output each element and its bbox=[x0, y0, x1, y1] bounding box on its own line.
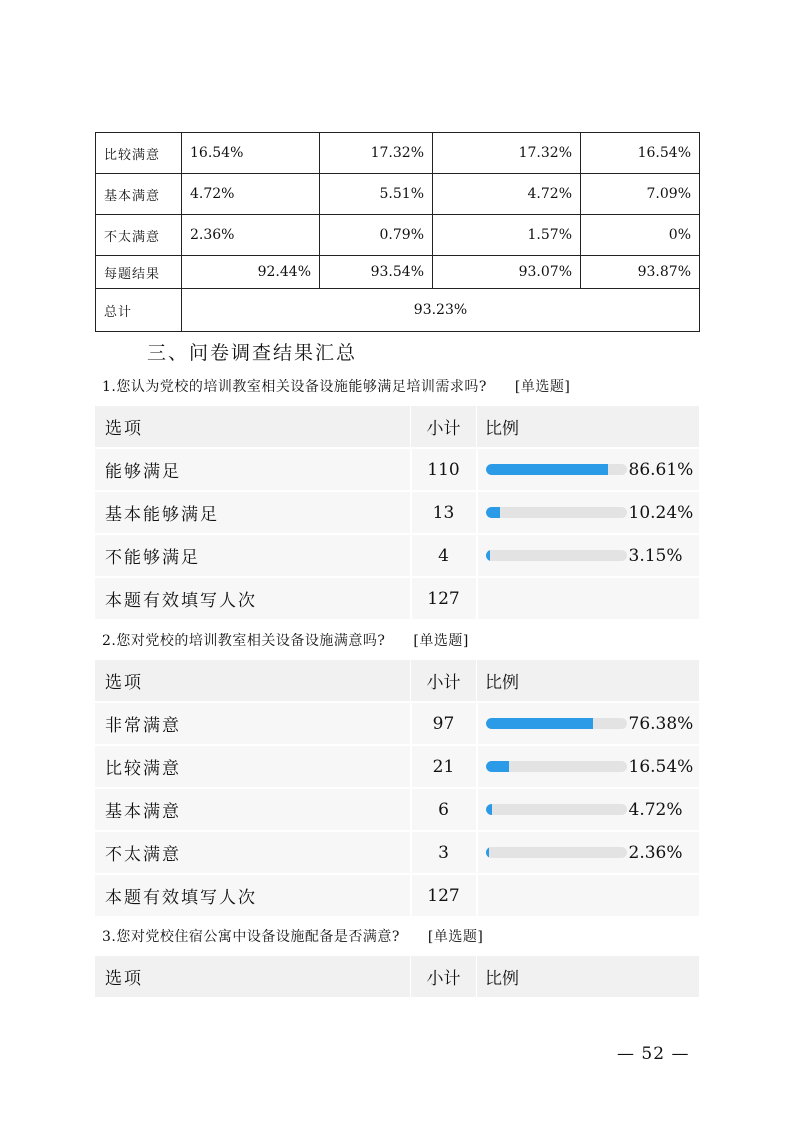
table-row bbox=[95, 831, 699, 874]
bar-fill bbox=[486, 804, 493, 815]
row-label: 基本满意 bbox=[96, 174, 182, 215]
cell-value: 7.09% bbox=[581, 174, 700, 215]
total-label: 总计 bbox=[96, 289, 182, 332]
header-ratio: 比例 bbox=[477, 956, 700, 998]
total-count: 127 bbox=[411, 874, 477, 917]
question-title bbox=[102, 630, 469, 650]
question-title bbox=[102, 376, 570, 396]
header-count: 小计 bbox=[411, 660, 477, 703]
row-label: 比较满意 bbox=[96, 133, 182, 174]
summary-table bbox=[95, 132, 700, 332]
cell-value: 17.32% bbox=[433, 133, 581, 174]
total-label: 本题有效填写人次 bbox=[95, 577, 411, 620]
row-label: 每题结果 bbox=[96, 256, 182, 289]
table-row bbox=[95, 788, 699, 831]
cell-value: 17.32% bbox=[320, 133, 433, 174]
total-count: 127 bbox=[411, 577, 477, 620]
option-label: 基本满意 bbox=[95, 788, 411, 831]
cell-value: 92.44% bbox=[182, 256, 320, 289]
ratio-bar bbox=[486, 757, 700, 777]
survey-table bbox=[95, 405, 699, 620]
option-count: 97 bbox=[411, 702, 477, 745]
table-row bbox=[95, 448, 699, 491]
summary-row bbox=[96, 174, 700, 215]
option-count: 110 bbox=[411, 448, 477, 491]
header-option: 选项 bbox=[95, 406, 411, 449]
cell-value: 16.54% bbox=[182, 133, 320, 174]
question-text: 1.您认为党校的培训教室相关设备设施能够满足培训需求吗? bbox=[102, 379, 487, 395]
cell-value: 1.57% bbox=[433, 215, 581, 256]
table-row bbox=[95, 745, 699, 788]
option-label: 不太满意 bbox=[95, 831, 411, 874]
survey-table bbox=[95, 659, 699, 917]
table-header bbox=[95, 406, 699, 449]
header-count: 小计 bbox=[411, 406, 477, 449]
question-type: [单选题] bbox=[413, 633, 469, 649]
option-label: 能够满足 bbox=[95, 448, 411, 491]
option-percent: 2.36% bbox=[628, 842, 683, 863]
bar-fill bbox=[486, 761, 509, 772]
ratio-bar bbox=[486, 503, 700, 523]
table-total-row bbox=[95, 874, 699, 917]
page-number: — 52 — bbox=[617, 1044, 690, 1064]
header-option: 选项 bbox=[95, 660, 411, 703]
option-label: 不能够满足 bbox=[95, 534, 411, 577]
option-count: 6 bbox=[411, 788, 477, 831]
cell-value: 0.79% bbox=[320, 215, 433, 256]
header-option: 选项 bbox=[95, 956, 411, 998]
summary-row bbox=[96, 215, 700, 256]
option-percent: 10.24% bbox=[628, 502, 694, 523]
summary-total-row bbox=[96, 289, 700, 332]
bar-fill bbox=[486, 718, 594, 729]
ratio-bar bbox=[486, 460, 700, 480]
cell-value: 93.07% bbox=[433, 256, 581, 289]
table-header bbox=[95, 956, 699, 998]
table-row bbox=[95, 534, 699, 577]
option-count: 3 bbox=[411, 831, 477, 874]
bar-fill bbox=[486, 464, 608, 475]
total-label: 本题有效填写人次 bbox=[95, 874, 411, 917]
total-value: 93.23% bbox=[182, 289, 700, 332]
bar-track bbox=[486, 507, 627, 518]
option-percent: 86.61% bbox=[628, 459, 694, 480]
option-label: 非常满意 bbox=[95, 702, 411, 745]
cell-value: 93.87% bbox=[581, 256, 700, 289]
question-text: 3.您对党校住宿公寓中设备设施配备是否满意? bbox=[102, 929, 400, 945]
bar-fill bbox=[486, 847, 489, 858]
option-percent: 76.38% bbox=[628, 713, 694, 734]
option-count: 21 bbox=[411, 745, 477, 788]
question-title bbox=[102, 926, 483, 946]
bar-track bbox=[486, 761, 627, 772]
bar-fill bbox=[486, 550, 490, 561]
row-label: 不太满意 bbox=[96, 215, 182, 256]
ratio-bar bbox=[486, 546, 700, 566]
header-count: 小计 bbox=[411, 956, 477, 998]
option-label: 比较满意 bbox=[95, 745, 411, 788]
bar-track bbox=[486, 550, 627, 561]
survey-table bbox=[95, 955, 699, 998]
option-count: 4 bbox=[411, 534, 477, 577]
ratio-bar bbox=[486, 843, 700, 863]
table-total-row bbox=[95, 577, 699, 620]
cell-value: 4.72% bbox=[182, 174, 320, 215]
question-type: [单选题] bbox=[427, 929, 484, 945]
option-percent: 3.15% bbox=[628, 545, 683, 566]
ratio-bar bbox=[486, 800, 700, 820]
bar-fill bbox=[486, 507, 500, 518]
cell-value: 16.54% bbox=[581, 133, 700, 174]
table-header bbox=[95, 660, 699, 703]
bar-track bbox=[486, 718, 627, 729]
cell-value: 5.51% bbox=[320, 174, 433, 215]
summary-row bbox=[96, 133, 700, 174]
table-row bbox=[95, 491, 699, 534]
bar-track bbox=[486, 804, 627, 815]
option-percent: 4.72% bbox=[628, 799, 683, 820]
summary-row bbox=[96, 256, 700, 289]
header-ratio: 比例 bbox=[477, 406, 700, 449]
cell-value: 2.36% bbox=[182, 215, 320, 256]
cell-value: 0% bbox=[581, 215, 700, 256]
option-count: 13 bbox=[411, 491, 477, 534]
bar-track bbox=[486, 464, 627, 475]
bar-track bbox=[486, 847, 627, 858]
option-percent: 16.54% bbox=[628, 756, 694, 777]
option-label: 基本能够满足 bbox=[95, 491, 411, 534]
cell-value: 4.72% bbox=[433, 174, 581, 215]
question-type: [单选题] bbox=[514, 379, 571, 395]
table-row bbox=[95, 702, 699, 745]
section-title: 三、问卷调查结果汇总 bbox=[147, 342, 358, 364]
question-text: 2.您对党校的培训教室相关设备设施满意吗? bbox=[102, 633, 386, 649]
cell-value: 93.54% bbox=[320, 256, 433, 289]
header-ratio: 比例 bbox=[477, 660, 700, 703]
ratio-bar bbox=[486, 714, 700, 734]
